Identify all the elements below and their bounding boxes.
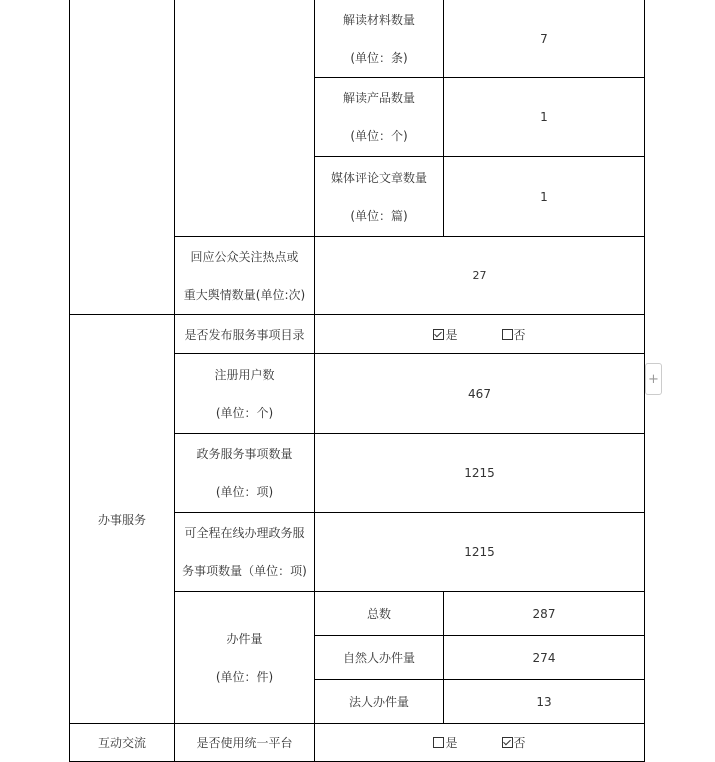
service-items-label: 政务服务事项数量 (单位：项): [174, 433, 315, 513]
interpret-products-label: 解读产品数量 (单位：个): [314, 77, 444, 157]
catalog-options: [314, 314, 645, 354]
media-articles-value: 1: [443, 156, 645, 237]
catalog-yes-option[interactable]: 是: [433, 326, 457, 343]
checkbox-empty-icon: [433, 737, 444, 748]
registered-users-label: 注册用户数 (单位：个): [174, 353, 315, 434]
service-items-value: 1215: [314, 433, 645, 513]
services-section-label: 办事服务: [69, 314, 175, 724]
platform-options: [314, 723, 645, 762]
cases-legal-value: 13: [443, 679, 645, 724]
cases-legal-label: 法人办件量: [314, 679, 444, 724]
online-items-value: 1215: [314, 512, 645, 592]
cases-natural-value: 274: [443, 635, 645, 680]
blank-section-cell: [69, 0, 175, 315]
platform-yes-option[interactable]: 是: [433, 734, 457, 751]
platform-no-option[interactable]: 否: [502, 734, 526, 751]
blank-item-cell: [174, 0, 315, 237]
hotspot-response-value: 27: [314, 236, 645, 315]
cases-total-label: 总数: [314, 591, 444, 636]
plus-icon: +: [648, 371, 659, 387]
cases-label: 办件量 (单位：件): [174, 591, 315, 724]
registered-users-value: 467: [314, 353, 645, 434]
cases-total-value: 287: [443, 591, 645, 636]
media-articles-label: 媒体评论文章数量 (单位：篇): [314, 156, 444, 237]
cases-natural-label: 自然人办件量: [314, 635, 444, 680]
hotspot-response-label: 回应公众关注热点或 重大舆情数量(单位:次): [174, 236, 315, 315]
checkbox-empty-icon: [502, 329, 513, 340]
catalog-no-option[interactable]: 否: [502, 326, 526, 343]
interpret-materials-label: 解读材料数量 (单位：条): [314, 0, 444, 78]
checkbox-checked-icon: [502, 737, 513, 748]
interaction-section-label: 互动交流: [69, 723, 175, 762]
checkbox-checked-icon: [433, 329, 444, 340]
interpret-products-value: 1: [443, 77, 645, 157]
interpret-materials-value: 7: [443, 0, 645, 78]
catalog-label: 是否发布服务事项目录: [174, 314, 315, 354]
platform-label: 是否使用统一平台: [174, 723, 315, 762]
expand-button[interactable]: [645, 363, 662, 395]
online-items-label: 可全程在线办理政务服 务事项数量（单位：项): [174, 512, 315, 592]
